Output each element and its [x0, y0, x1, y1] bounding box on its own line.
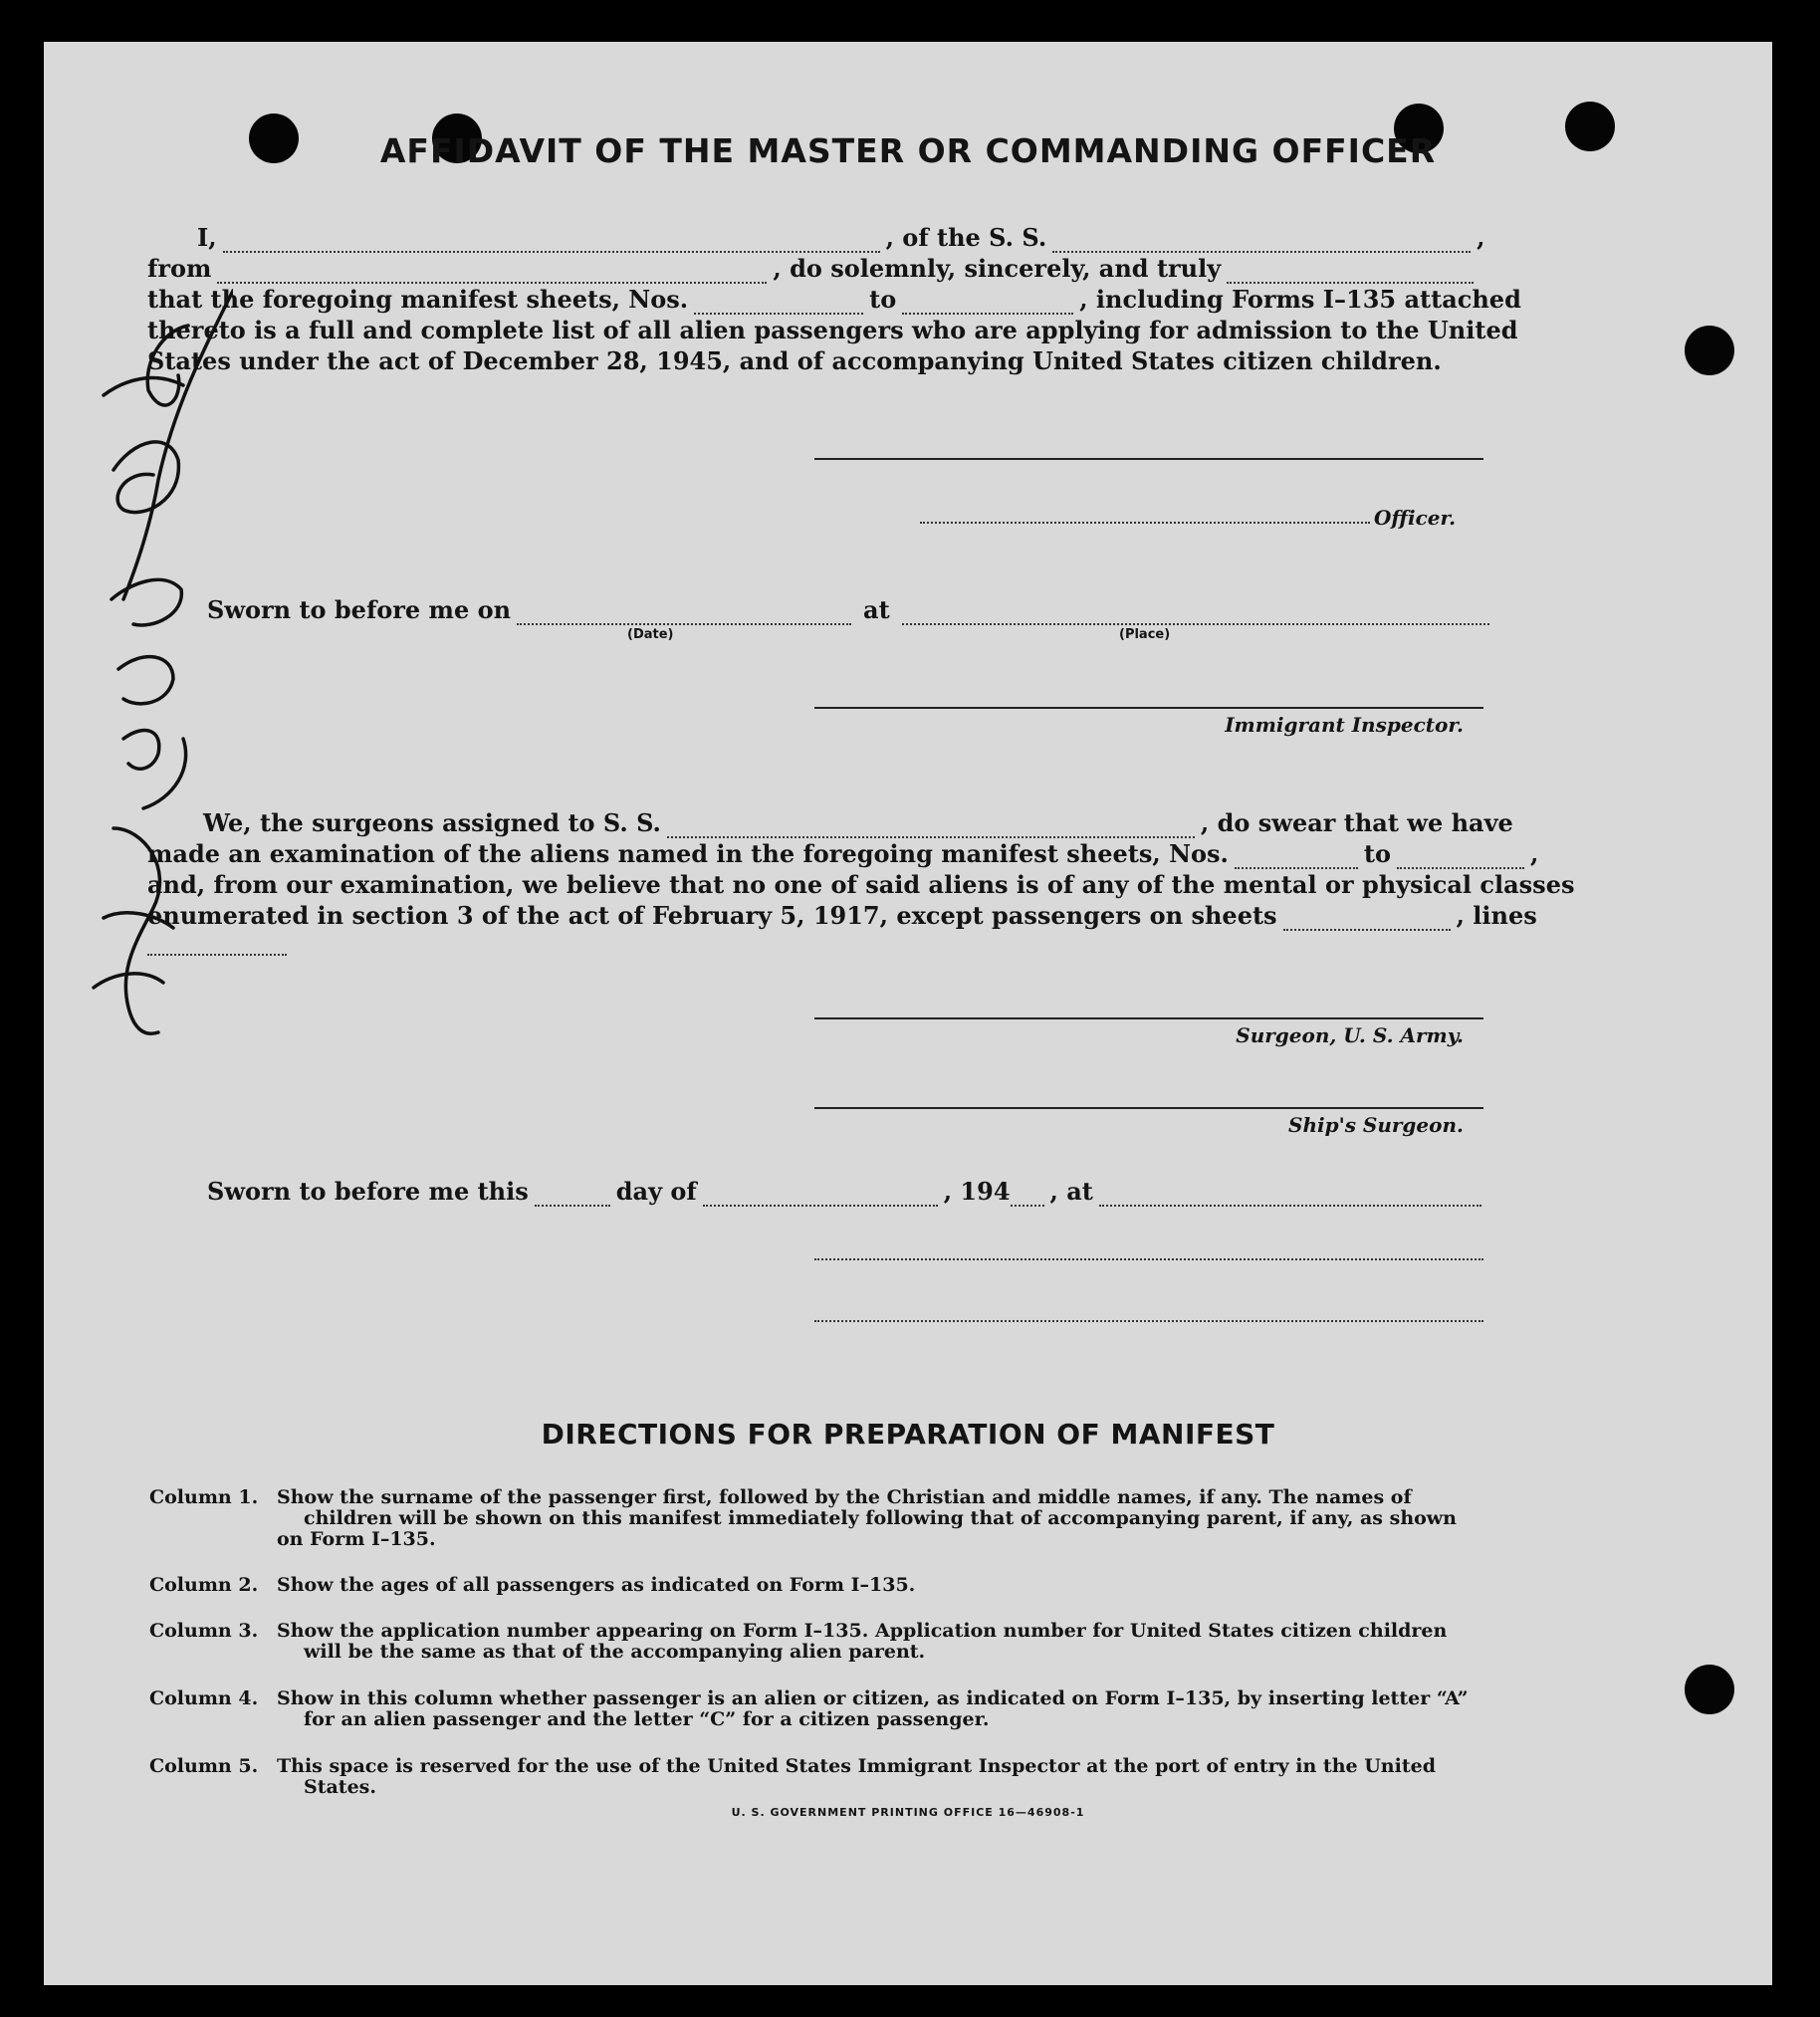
punch-hole-6 [1685, 1665, 1734, 1714]
direction-text [277, 1756, 1543, 1798]
surgeons-line-4 [147, 901, 1537, 931]
text-of-ss: , of the S. S. [885, 223, 1047, 252]
ships-surgeon-signature-line[interactable] [814, 1107, 1483, 1109]
text-enumerated: enumerated in section 3 of the act of February 5, 1917, except passengers on sheets [147, 901, 1277, 930]
printing-office-footer: U. S. GOVERNMENT PRINTING OFFICE 16—46908-1 [731, 1806, 1085, 1819]
direction-text [277, 1621, 1543, 1663]
text-i: I, [197, 223, 217, 252]
officer-title-line[interactable] [920, 522, 1370, 524]
direction-label: Column 3. [149, 1620, 259, 1642]
sworn-line-2 [207, 1177, 1487, 1207]
exam-sheets-to-field[interactable] [1397, 845, 1524, 869]
sworn-month-field[interactable] [703, 1183, 938, 1207]
army-surgeon-signature-line[interactable] [814, 1017, 1483, 1019]
master-signature-line[interactable] [814, 458, 1483, 460]
direction-first-line: Show the application number appearing on Form I–135. Application number for United States citizen children [277, 1620, 1448, 1642]
exam-sheets-from-field[interactable] [1235, 845, 1358, 869]
direction-label: Column 4. [149, 1687, 259, 1709]
sworn-place-field[interactable] [902, 601, 1489, 625]
handwritten-signature [84, 271, 233, 1047]
sworn-day-field[interactable] [535, 1183, 610, 1207]
text-lines: , lines [1456, 901, 1537, 930]
officer-label: Officer. [1374, 506, 1457, 530]
text-including: , including Forms I–135 attached [1079, 285, 1521, 314]
direction-column-3 [149, 1621, 1543, 1663]
surgeons-line-2 [147, 839, 1538, 869]
sworn-line-1 [207, 595, 1495, 625]
direction-rest-line: will be the same as that of the accompanying alien parent. [304, 1641, 926, 1663]
direction-first-line: This space is reserved for the use of the United States Immigrant Inspector at the port of entry in the United [277, 1755, 1436, 1777]
text-comma: , [1477, 223, 1485, 252]
text-do-swear: , do swear that we have [1200, 808, 1513, 837]
direction-label: Column 5. [149, 1755, 259, 1777]
text-sworn-this: Sworn to before me this [207, 1177, 529, 1206]
immigrant-inspector-label: Immigrant Inspector. [1225, 713, 1464, 737]
direction-first-line: Show the ages of all passengers as indicated on Form I–135. [277, 1574, 916, 1596]
text-at-2: , at [1049, 1177, 1093, 1206]
port-from-field[interactable] [217, 260, 767, 284]
text-194: , 194 [943, 1177, 1011, 1206]
direction-text [277, 1487, 1543, 1550]
direction-label: Column 1. [149, 1486, 259, 1508]
surgeon-ship-field[interactable] [667, 814, 1195, 838]
text-manifest-sheets: that the foregoing manifest sheets, Nos. [147, 285, 689, 314]
inspector-signature-line[interactable] [814, 707, 1483, 709]
sworn-at-field[interactable] [1099, 1183, 1481, 1207]
text-to-2: to [1363, 839, 1391, 868]
direction-label: Column 2. [149, 1574, 259, 1596]
direction-first-line: Show the surname of the passenger first, followed by the Christian and middle names, if any. The names of [277, 1486, 1412, 1508]
surgeons-line-3: and, from our examination, we believe that no one of said aliens is of any of the mental or physical classes [147, 870, 1575, 899]
direction-first-line: Show in this column whether passenger is an alien or citizen, as indicated on Form I–135, by inserting letter “A” [277, 1687, 1469, 1709]
affidavit-line-4: thereto is a full and complete list of all alien passengers who are applying for admission to the United [147, 316, 1518, 344]
except-sheets-field[interactable] [1283, 907, 1451, 931]
direction-column-2 [149, 1575, 1543, 1596]
directions-title: DIRECTIONS FOR PREPARATION OF MANIFEST [541, 1418, 1275, 1451]
date-caption: (Date) [627, 627, 674, 642]
signature-line-b[interactable] [814, 1320, 1483, 1322]
text-day-of: day of [615, 1177, 697, 1206]
affidavit-line-3 [147, 285, 1521, 315]
direction-text [277, 1575, 1543, 1596]
direction-column-1 [149, 1487, 1543, 1550]
sworn-date-field[interactable] [517, 601, 851, 625]
text-to: to [869, 285, 897, 314]
text-comma-2: , [1529, 839, 1539, 868]
direction-rest-line: children will be shown on this manifest immediately following that of accompanying parent, if any, as shown [304, 1507, 1457, 1529]
direction-column-5 [149, 1756, 1543, 1798]
punch-hole-5 [1685, 326, 1734, 375]
ships-surgeon-label: Ship's Surgeon. [1288, 1113, 1464, 1137]
sworn-year-field[interactable] [1011, 1183, 1044, 1207]
direction-column-4 [149, 1688, 1543, 1730]
text-from: from [147, 254, 212, 283]
text-we-surgeons: We, the surgeons assigned to S. S. [203, 808, 661, 837]
text-sworn-on: Sworn to before me on [207, 595, 512, 624]
direction-rest-line: for an alien passenger and the letter “C” for a citizen passenger. [304, 1708, 990, 1730]
master-name-field[interactable] [223, 229, 880, 253]
surgeons-line-1 [203, 808, 1513, 838]
direction-text [277, 1688, 1543, 1730]
direction-rest2-line: on Form I–135. [277, 1528, 436, 1550]
sheets-from-field[interactable] [694, 291, 863, 315]
affidavit-line-1 [197, 223, 1485, 253]
place-caption: (Place) [1119, 627, 1171, 642]
text-at: at [863, 595, 890, 624]
affidavit-line-2 [147, 254, 1479, 284]
ship-name-field[interactable] [1052, 229, 1471, 253]
sheets-to-field[interactable] [902, 291, 1073, 315]
text-examination: made an examination of the aliens named in the foregoing manifest sheets, Nos. [147, 839, 1229, 868]
form-sheet [44, 42, 1772, 1985]
oath-field[interactable] [1227, 260, 1474, 284]
signature-line-a[interactable] [814, 1258, 1483, 1260]
surgeon-army-label: Surgeon, U. S. Army. [1236, 1023, 1464, 1047]
direction-rest-line: States. [304, 1776, 376, 1798]
affidavit-line-5: States under the act of December 28, 1945, and of accompanying United States citizen children. [147, 346, 1442, 375]
affidavit-title: AFFIDAVIT OF THE MASTER OR COMMANDING OFFICER [379, 131, 1437, 170]
text-solemnly: , do solemnly, sincerely, and truly [773, 254, 1222, 283]
